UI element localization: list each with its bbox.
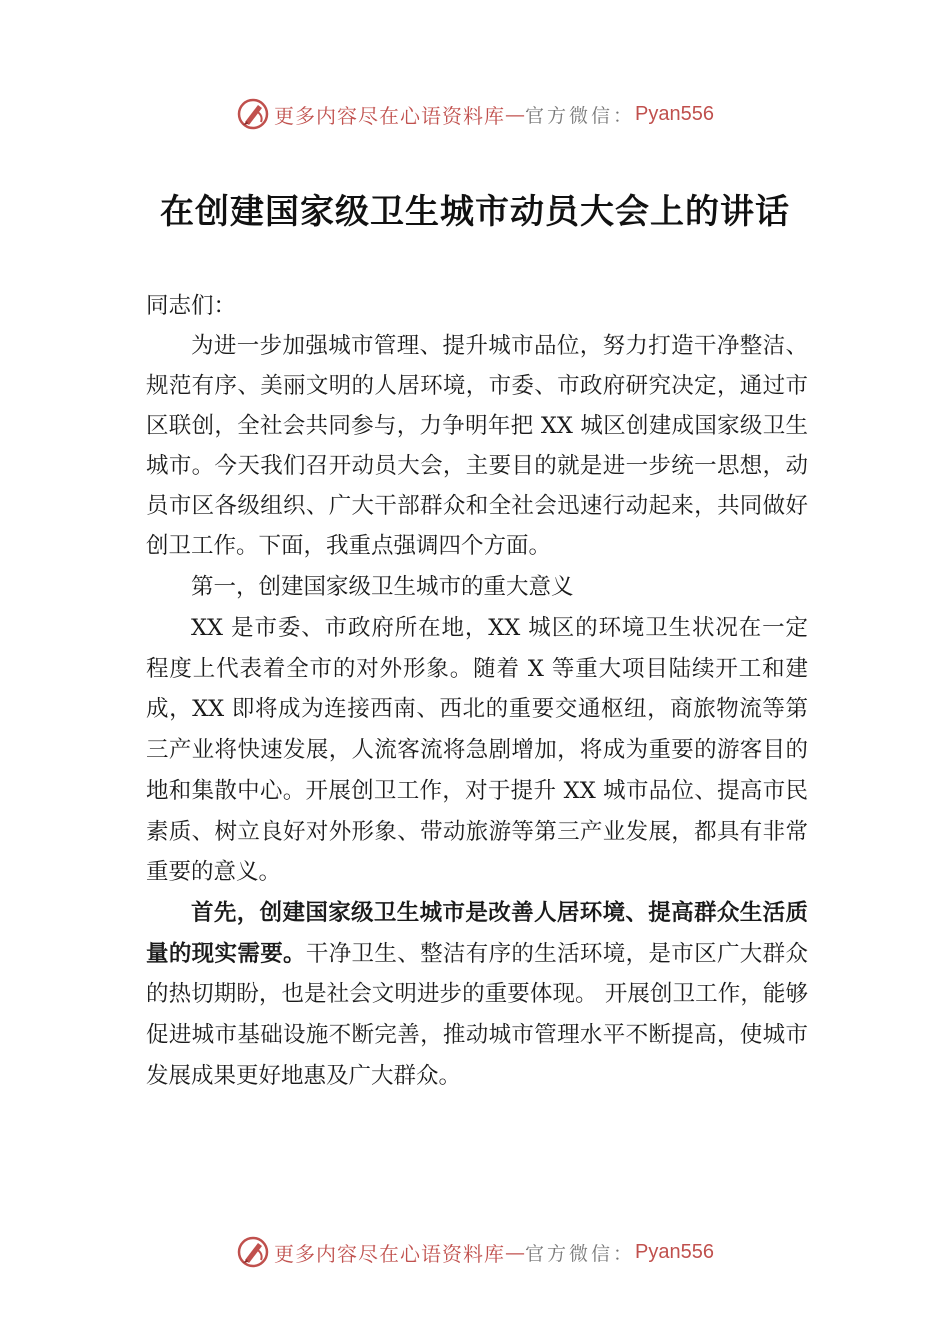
- salutation: 同志们：: [146, 293, 237, 319]
- watermark-dash: —: [505, 102, 525, 126]
- first-point-body: 干净卫生、整洁有序的生活环境，是市区广大群众的热切期盼，也是社会文明进步的重要体现。 开展创卫工作，能够促进城市基础设施不断完善，推动城市管理水平不断提高，使城市发展成果更好地惠及广大群众。: [146, 940, 808, 1089]
- paragraph-significance: XX 是市委、市政府所在地，XX 城区的环境卫生状况在一定程度上代表着全市的对外形象。随着 X 等重大项目陆续开工和建成，XX 即将成为连接西南、西北的重要交通枢纽，商旅物流等第三产业将快速发展，人流客流将急剧增加，将成为重要的游客目的地和集散中心。开展创卫工作，对于提升 XX 城市品位、提高市民素质、树立良好对外形象、带动旅游等第三产业发展，都具有非常重要的意义。: [146, 615, 808, 886]
- footer-watermark: [0, 1232, 950, 1272]
- paragraph-intro: 为进一步加强城市管理、提升城市品位，努力打造干净整洁、规范有序、美丽文明的人居环境，市委、市政府研究决定，通过市区联创，全社会共同参与，力争明年把 XX 城区创建成国家级卫生城市。今天我们召开动员大会，主要目的就是进一步统一思想，动员市区各级组织、广大干部群众和全社会迅速行动起来，共同做好创卫工作。下面，我重点强调四个方面。: [146, 333, 808, 559]
- pen-logo-icon: [236, 1235, 270, 1269]
- watermark-id: Pyan556: [635, 1240, 714, 1263]
- watermark-sub: 官方微信：: [525, 1242, 636, 1265]
- header-watermark: [0, 94, 950, 134]
- document-body: [146, 286, 808, 1096]
- watermark-text: 更多内容尽在心语资料库: [274, 103, 505, 128]
- watermark-id: Pyan556: [635, 102, 714, 125]
- document-title: 在创建国家级卫生城市动员大会上的讲话: [160, 192, 790, 232]
- watermark-dash: —: [505, 1240, 525, 1264]
- first-point-lead: 首先，创建国家级卫生城市是改善人居环境、提高群众生活质量的现实需要。: [146, 899, 808, 967]
- paragraph-first-point: [146, 893, 808, 1097]
- watermark-sub: 官方微信：: [525, 104, 636, 127]
- pen-logo-icon: [236, 97, 270, 131]
- watermark-text: 更多内容尽在心语资料库: [274, 1241, 505, 1266]
- section-heading: 第一，创建国家级卫生城市的重大意义: [191, 574, 574, 600]
